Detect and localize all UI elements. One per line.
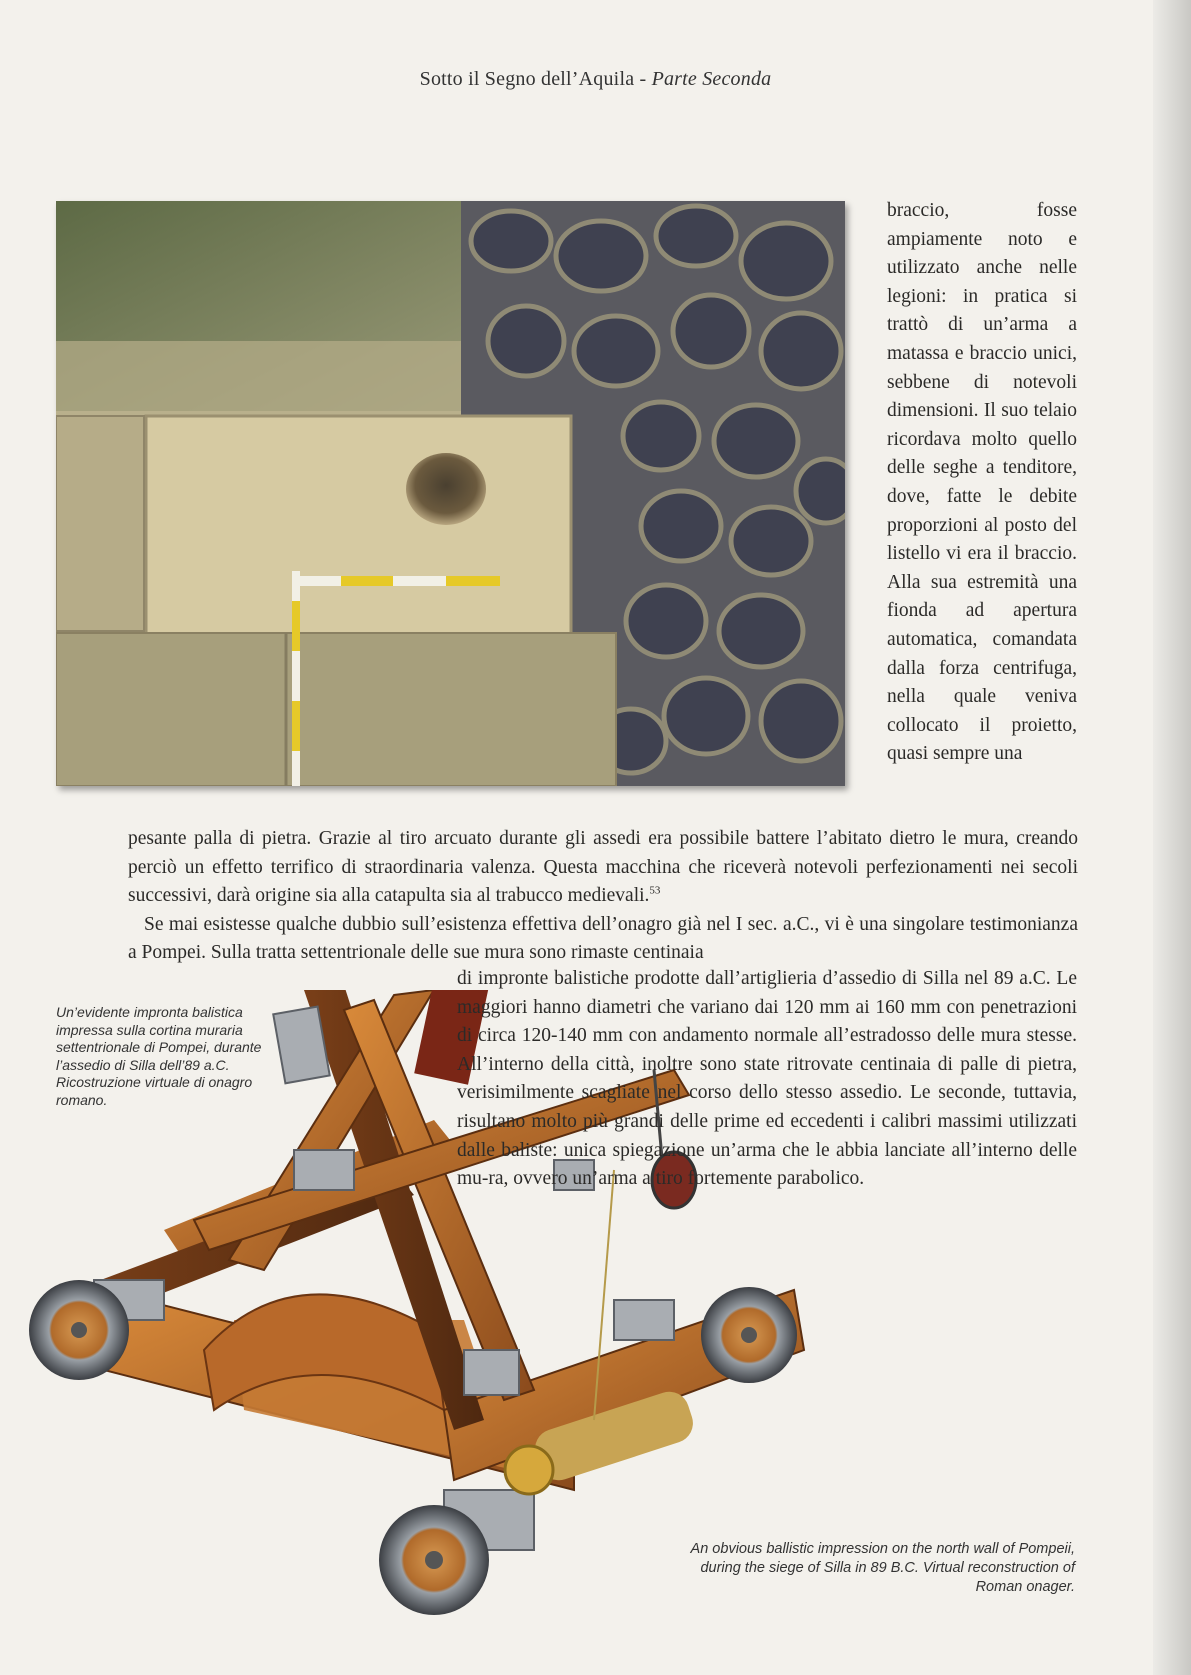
body-text-block bbox=[128, 825, 1078, 968]
paragraph-1-text: pesante palla di pietra. Grazie al tiro arcuato durante gli assedi era possibile battere l’abitato dietro le mura, creando perciò un effetto terrifico di straordinaria valenza. Questa macchina che riceverà notevoli perfezionamenti nei secoli successivi, darà origine sia alla catapulta sia al trabucco medievali. bbox=[128, 828, 1078, 907]
caption-italian: Un’evidente impronta balistica impressa sulla cortina muraria settentrionale di Pompei, durante l’assedio di Silla dell’89 a.C. Ricostruzione virtuale di onagro romano. bbox=[56, 1004, 262, 1108]
footnote-ref: 53 bbox=[649, 884, 661, 897]
column-text: braccio, fosse ampiamente noto e utilizzato anche nelle legioni: in pratica si trattò di un’arma a matassa e braccio unici, sebbene di notevoli dimensioni. Il suo telaio ricordava molto quello delle seghe a tenditore, dove, fatte le debite proporzioni al posto del listello vi era il braccio. Alla sua estremità una fionda ad apertura automatica, comandata dalla forza centrifuga, nella quale veniva collocato il proietto, quasi sempre una bbox=[887, 200, 1077, 765]
lower-text: di impronte balistiche prodotte dall’artiglieria d’assedio di Silla nel 89 a.C. Le maggiori hanno diametri che variano dai 120 mm ai 160 mm con penetrazioni di circa 120-140 mm con andamento normale all’estradosso delle mura stesse. All’interno della città, inoltre sono state ritrovate centinaia di palle di pietra, verisimilmente scagliate nel corso dello stesso assedio. Le seconde, tuttavia, risultano molto più grandi delle prime ed eccedenti i calibri massimi utilizzati dalle baliste: unica spiegazione un’arma che le abbia lanciate all’interno delle mu-ra, ovvero un’arma a tiro fortemente parabolico. bbox=[457, 968, 1077, 1190]
book-title: Sotto il Segno dell’Aquila bbox=[419, 68, 635, 90]
paragraph-1 bbox=[128, 825, 1078, 911]
ballistic-impression bbox=[406, 453, 486, 525]
ratchet-gear bbox=[505, 1446, 553, 1494]
paragraph-2: Se mai esistesse qualche dubbio sull’esistenza effettiva dell’onagro già nel I sec. a.C., vi è una singolare testimonianza a Pompei. Sulla tratta settentrionale delle sue mura sono rimaste centinaia bbox=[128, 913, 1078, 964]
page-gutter bbox=[1153, 0, 1191, 1675]
wall-impression-photo bbox=[56, 201, 845, 786]
photo-svg bbox=[56, 201, 845, 786]
running-head bbox=[0, 68, 1191, 91]
tuff-block bbox=[146, 416, 571, 636]
header-separator: - bbox=[639, 68, 647, 90]
part-title: Parte Seconda bbox=[651, 68, 772, 90]
caption-english: An obvious ballistic impression on the north wall of Pompeii, during the siege of Silla in 89 B.C. Virtual reconstruction of Roman onager. bbox=[690, 1541, 1075, 1595]
